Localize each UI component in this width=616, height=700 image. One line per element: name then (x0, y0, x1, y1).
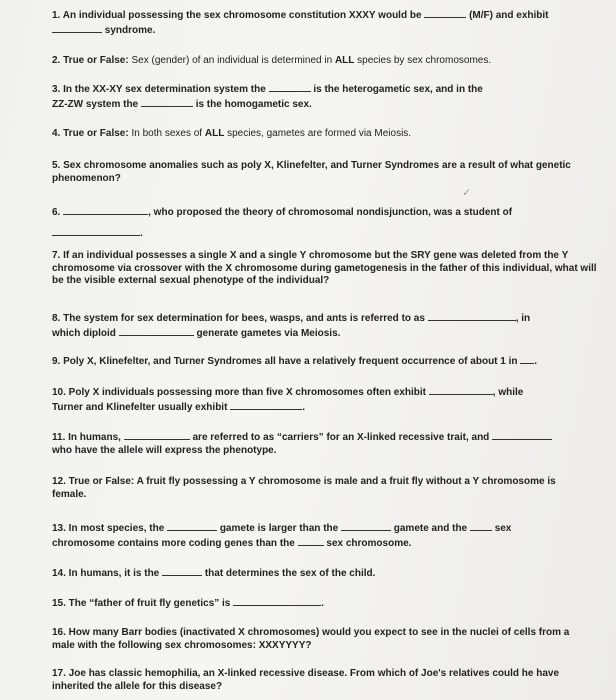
question-2 (52, 55, 597, 68)
question-2-lead: 2. True or False: (52, 55, 129, 66)
question-13-text-b: gamete is larger than the (219, 523, 339, 534)
question-16 (52, 627, 582, 652)
question-14-text-b: that determines the sex of the child. (204, 568, 376, 579)
question-10-text-c: Turner and Klinefelter usually exhibit (52, 401, 228, 413)
question-14 (52, 566, 597, 581)
question-11 (52, 430, 597, 457)
question-12 (52, 476, 587, 501)
question-7-text: 7. If an individual possesses a single X and a single Y chromosome but the SRY gene was deleted from the Y chromosome via crossover with the X chromosome during gametogenesis in the father of this individual, what will be the visible external sexual phenotype of the individual? (52, 250, 597, 286)
question-8 (52, 311, 597, 340)
question-13-text-d: sex (494, 523, 512, 534)
question-5-text: 5. Sex chromosome anomalies such as poly X, Klinefelter, and Turner Syndromes are a result of what genetic phenomenon? (52, 160, 571, 184)
question-4-all: ALL (204, 128, 225, 139)
question-15-text-b: . (321, 598, 324, 609)
question-13-text-c: gamete and the (393, 523, 468, 534)
question-16-text: 16. How many Barr bodies (inactivated X chromosomes) would you expect to see in the nuclei of cells from a male with the following sex chromosomes: XXXYYYY? (52, 627, 570, 651)
question-8-text-c: which diploid (52, 327, 116, 339)
question-4 (52, 128, 597, 141)
question-10-text-d: . (302, 401, 305, 413)
question-6 (52, 205, 597, 240)
question-4-text: In both sexes of (128, 128, 205, 139)
question-8-text-d: generate gametes via Meiosis. (196, 327, 341, 339)
question-9-text: 9. Poly X, Klinefelter, and Turner Syndromes all have a relatively frequent occurrence of about 1 in (52, 356, 518, 367)
answer-blank[interactable] (141, 97, 193, 107)
answer-blank[interactable] (298, 536, 324, 546)
answer-blank[interactable] (52, 23, 102, 33)
question-9-end: . (534, 356, 538, 367)
question-13 (52, 521, 597, 550)
question-9 (52, 354, 597, 369)
question-17-text: 17. Joe has classic hemophilia, an X-linked recessive disease. From which of Joe's relatives could he have inherited the allele for this disease? (52, 668, 560, 692)
answer-blank[interactable] (162, 566, 202, 576)
answer-blank[interactable] (124, 430, 190, 440)
question-11-text-a: 11. In humans, (52, 432, 121, 443)
answer-blank[interactable] (269, 82, 311, 92)
question-3-text-d: is the homogametic sex. (195, 98, 312, 110)
check-mark-icon: ✓ (462, 186, 472, 199)
question-12-lead: 12. True or False: (52, 476, 135, 487)
question-17 (52, 668, 582, 693)
question-13-text-a: 13. In most species, the (52, 523, 165, 534)
question-10-text-a: 10. Poly X individuals possessing more than five X chromosomes often exhibit (52, 387, 426, 398)
question-3 (52, 82, 597, 111)
question-13-text-e: chromosome contains more coding genes than the (52, 537, 295, 549)
question-4-lead: 4. True or False: (52, 128, 129, 139)
answer-blank[interactable] (119, 326, 194, 336)
question-8-text-b: , in (515, 313, 531, 324)
question-1-text-a: 1. An individual possessing the sex chromosome constitution XXXY would be (52, 10, 422, 21)
question-15 (52, 596, 597, 611)
answer-blank[interactable] (428, 311, 516, 321)
question-10-text-b: , while (492, 387, 524, 398)
answer-blank[interactable] (230, 400, 302, 410)
answer-blank[interactable] (470, 521, 492, 531)
question-15-text-a: 15. The “father of fruit fly genetics” is (52, 598, 231, 609)
answer-blank[interactable] (429, 385, 493, 395)
question-14-text-a: 14. In humans, it is the (52, 568, 160, 579)
question-8-text-a: 8. The system for sex determination for bees, wasps, and ants is referred to as (52, 313, 425, 324)
question-1-text-c: syndrome. (104, 24, 156, 36)
question-1-text-b: (M/F) and exhibit (469, 10, 549, 21)
question-2-text: Sex (gender) of an individual is determined in (128, 55, 335, 66)
answer-blank[interactable] (492, 430, 552, 440)
question-13-text-f: sex chromosome. (326, 537, 412, 549)
question-1 (52, 8, 597, 37)
question-11-text-b: are referred to as “carriers” for an X-linked recessive trait, and (192, 432, 490, 443)
answer-blank[interactable] (341, 521, 391, 531)
answer-blank[interactable] (167, 521, 217, 531)
question-11-text-c: who have the allele will express the phenotype. (52, 444, 277, 456)
answer-blank[interactable] (63, 205, 148, 215)
question-3-text-b: is the heterogametic sex, and in the (313, 84, 483, 95)
question-6-text-a: 6. (52, 207, 61, 218)
question-2-rest: species by sex chromosomes. (354, 55, 492, 66)
answer-blank[interactable] (52, 226, 140, 236)
question-6-text-b: , who proposed the theory of chromosomal nondisjunction, was a student of (148, 207, 513, 218)
answer-blank[interactable] (233, 596, 321, 606)
question-12-text: A fruit fly possessing a Y chromosome is male and a fruit fly without a Y chromosome is female. (52, 476, 556, 500)
question-6-text-c: . (140, 227, 143, 239)
answer-blank[interactable] (424, 8, 466, 18)
question-4-rest: species, gametes are formed via Meiosis. (224, 128, 412, 139)
question-7 (52, 250, 597, 288)
answer-blank[interactable] (520, 354, 534, 364)
question-2-all: ALL (334, 55, 355, 66)
question-3-text-c: ZZ-ZW system the (52, 98, 139, 110)
question-3-text-a: 3. In the XX-XY sex determination system the (52, 84, 266, 95)
question-5 (52, 160, 572, 185)
question-10 (52, 385, 597, 414)
